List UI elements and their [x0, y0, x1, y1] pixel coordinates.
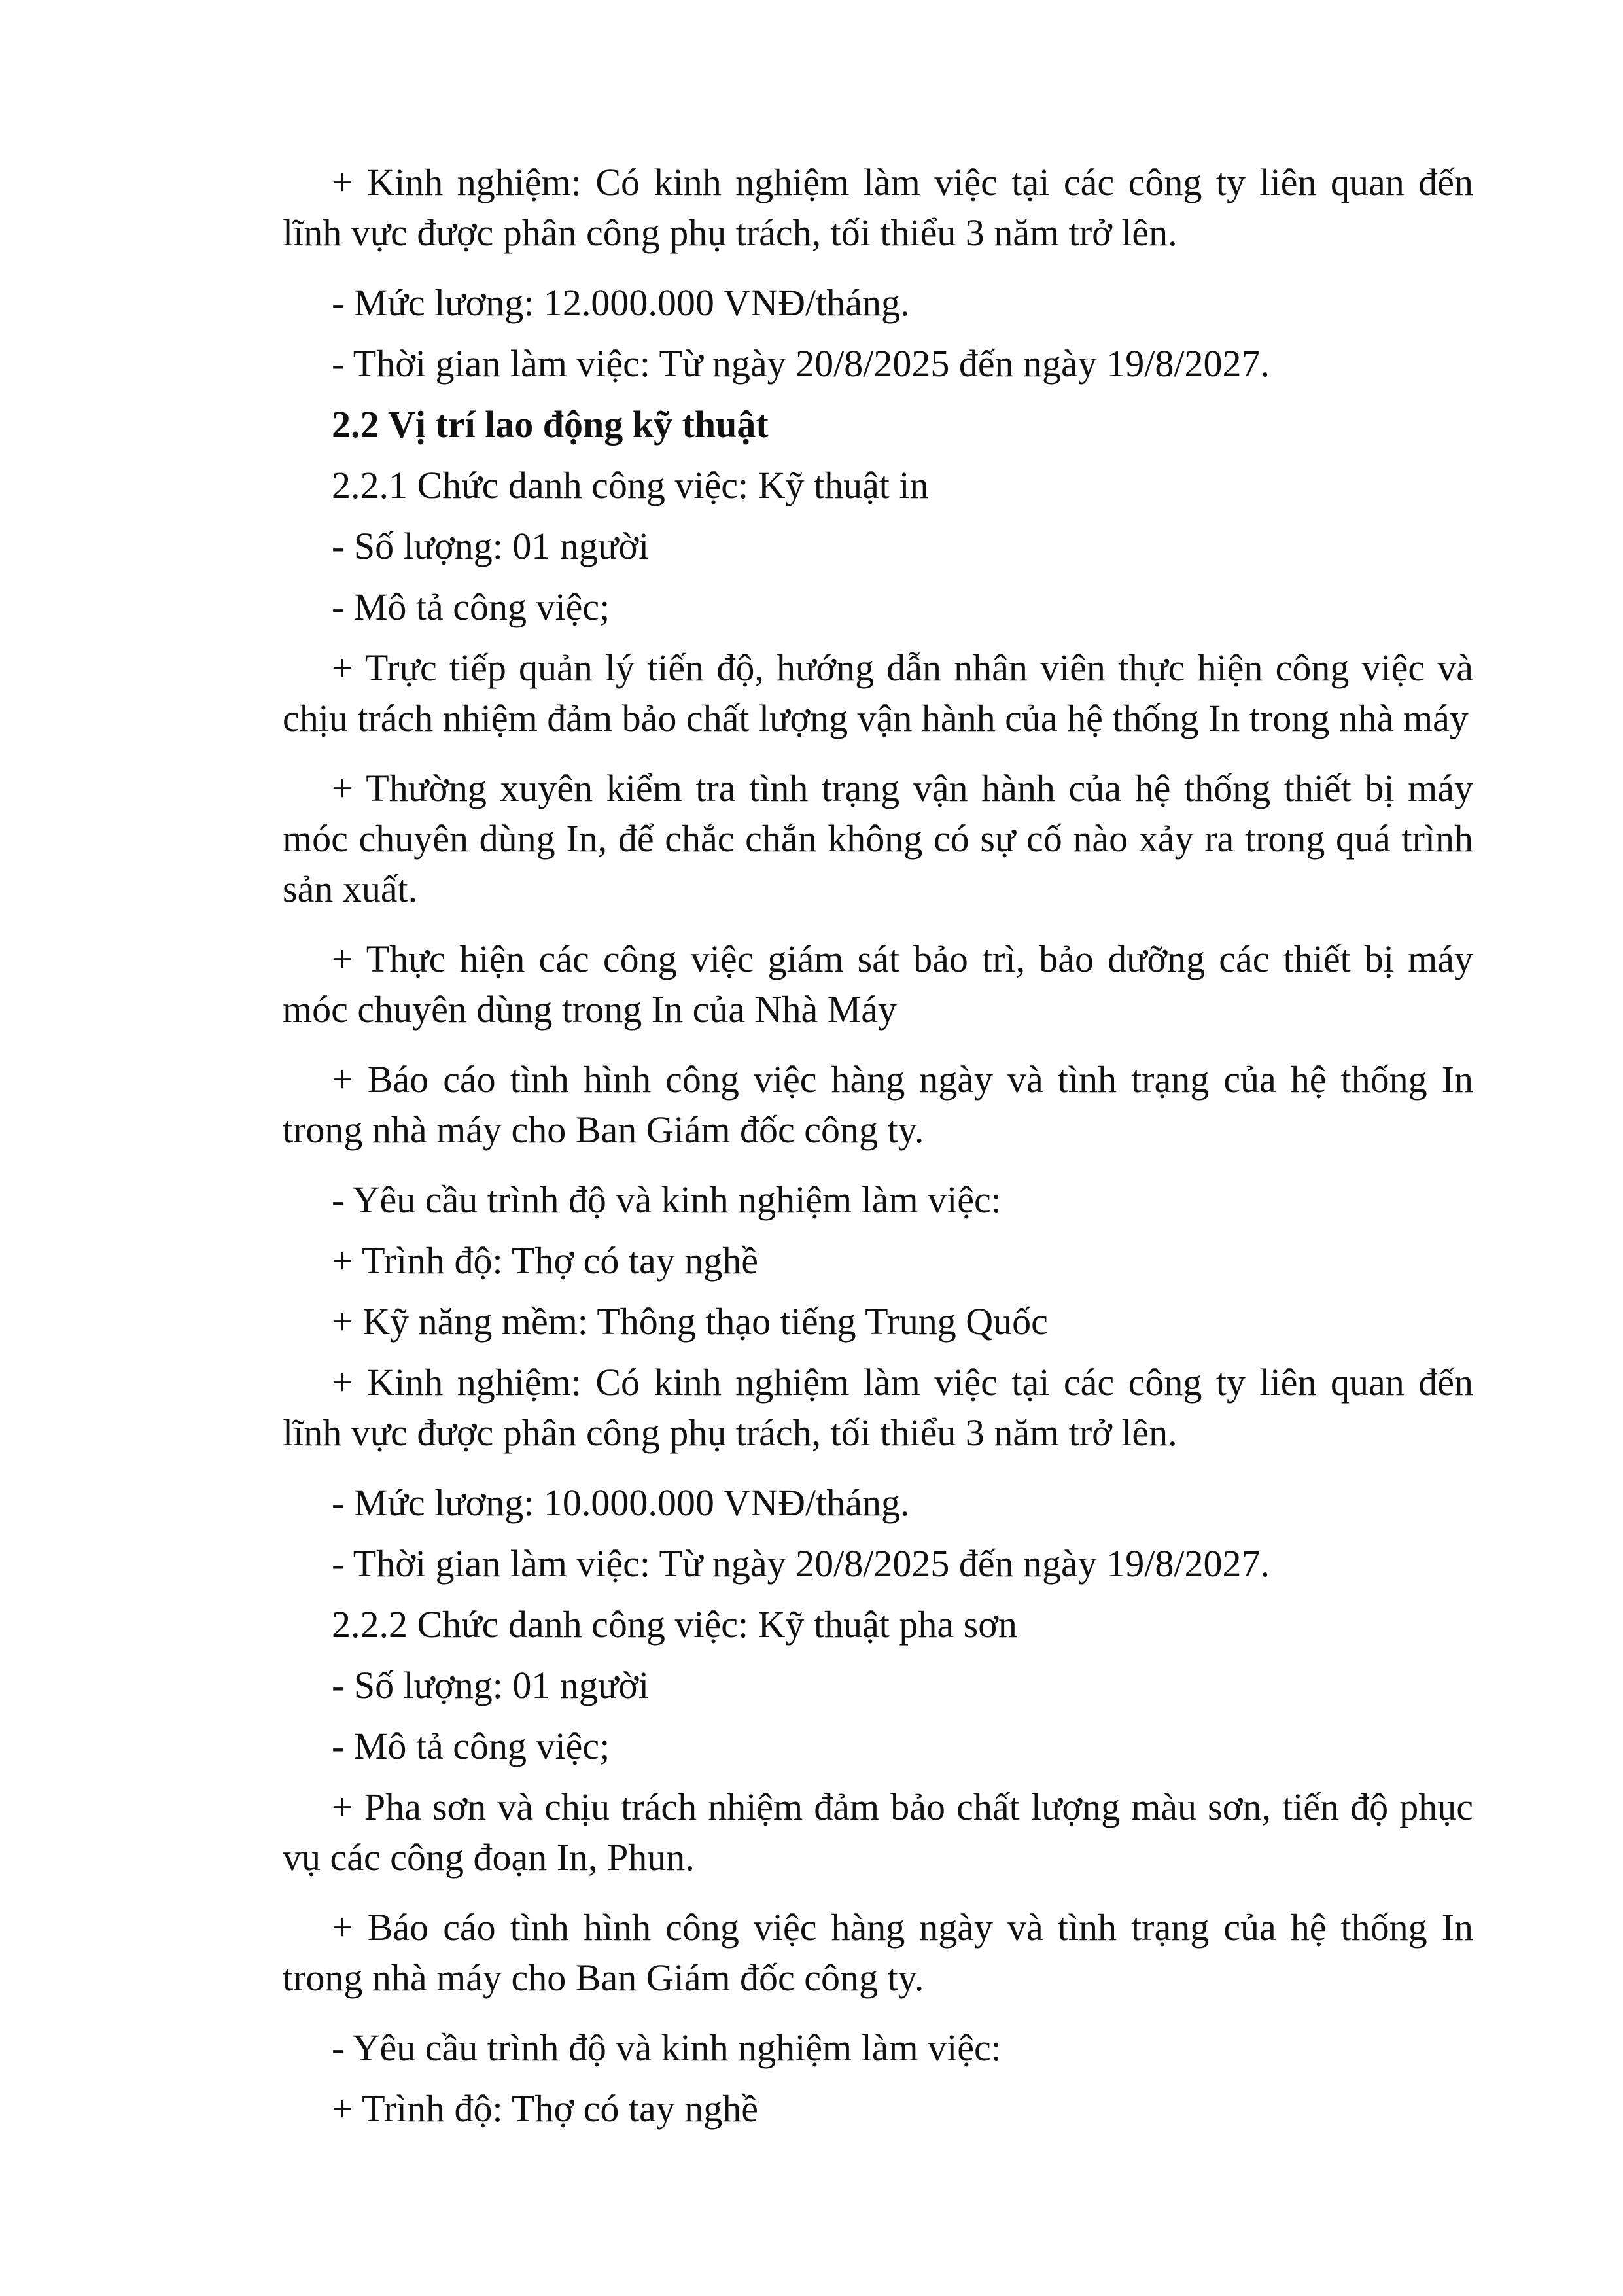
paragraph-qualification-1: + Trình độ: Thợ có tay nghề — [332, 1239, 758, 1282]
paragraph-work-period-2: - Thời gian làm việc: Từ ngày 20/8/2025 đến ngày 19/8/2027. — [332, 1542, 1270, 1585]
paragraph-duty-manage-progress: + Trực tiếp quản lý tiến độ, hướng dẫn nhân viên thực hiện công việc và chịu trách nhiệm đảm bảo chất lượng vận hành của hệ thống In trong nhà máy — [283, 646, 1473, 739]
paragraph-duty-report-2: + Báo cáo tình hình công việc hàng ngày và tình trạng của hệ thống In trong nhà máy cho Ban Giám đốc công ty. — [283, 1906, 1473, 1999]
paragraph-duty-maintenance: + Thực hiện các công việc giám sát bảo trì, bảo dưỡng các thiết bị máy móc chuyên dùng trong In của Nhà Máy — [283, 938, 1473, 1031]
paragraph-job-description-2: - Mô tả công việc; — [332, 1725, 610, 1767]
section-heading-technical-positions: 2.2 Vị trí lao động kỹ thuật — [332, 403, 769, 446]
paragraph-requirements-2: - Yêu cầu trình độ và kinh nghiệm làm việc: — [332, 2026, 1002, 2069]
paragraph-quantity-2: - Số lượng: 01 người — [332, 1664, 650, 1706]
subsection-heading-printing-technician: 2.2.1 Chức danh công việc: Kỹ thuật in — [332, 464, 929, 506]
paragraph-requirements-1: - Yêu cầu trình độ và kinh nghiệm làm việc: — [332, 1178, 1002, 1221]
paragraph-duty-paint-mixing: + Pha sơn và chịu trách nhiệm đảm bảo chất lượng màu sơn, tiến độ phục vụ các công đoạn In, Phun. — [283, 1786, 1473, 1879]
paragraph-duty-report-1: + Báo cáo tình hình công việc hàng ngày và tình trạng của hệ thống In trong nhà máy cho Ban Giám đốc công ty. — [283, 1058, 1473, 1151]
paragraph-work-period-1: - Thời gian làm việc: Từ ngày 20/8/2025 đến ngày 19/8/2027. — [332, 342, 1270, 385]
paragraph-experience-2: + Kinh nghiệm: Có kinh nghiệm làm việc tại các công ty liên quan đến lĩnh vực được phân công phụ trách, tối thiểu 3 năm trở lên. — [283, 1361, 1473, 1454]
paragraph-salary-1: - Mức lương: 12.000.000 VNĐ/tháng. — [332, 281, 910, 324]
subsection-heading-paint-mixing-technician: 2.2.2 Chức danh công việc: Kỹ thuật pha sơn — [332, 1603, 1017, 1646]
paragraph-job-description-1: - Mô tả công việc; — [332, 586, 610, 628]
paragraph-duty-inspect-equipment: + Thường xuyên kiểm tra tình trạng vận hành của hệ thống thiết bị máy móc chuyên dùng In, để chắc chắn không có sự cố nào xảy ra trong quá trình sản xuất. — [283, 767, 1473, 910]
paragraph-soft-skills: + Kỹ năng mềm: Thông thạo tiếng Trung Quốc — [332, 1300, 1048, 1343]
paragraph-experience-1: + Kinh nghiệm: Có kinh nghiệm làm việc tại các công ty liên quan đến lĩnh vực được phân công phụ trách, tối thiểu 3 năm trở lên. — [283, 161, 1473, 254]
document-page — [283, 157, 1473, 2144]
paragraph-quantity-1: - Số lượng: 01 người — [332, 525, 650, 567]
paragraph-salary-2: - Mức lương: 10.000.000 VNĐ/tháng. — [332, 1481, 910, 1524]
paragraph-qualification-2: + Trình độ: Thợ có tay nghề — [332, 2087, 758, 2130]
